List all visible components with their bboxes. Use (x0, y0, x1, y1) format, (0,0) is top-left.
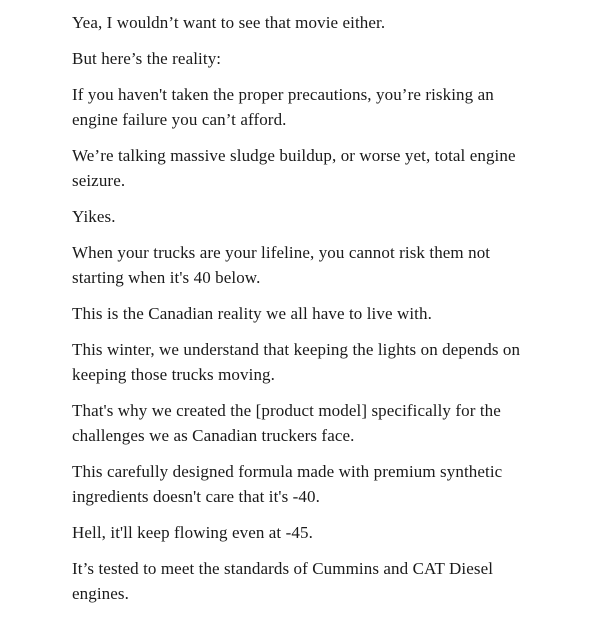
text-line: Hell, it'll keep flowing even at -45. (72, 523, 313, 542)
document-text (72, 10, 594, 606)
paragraph (72, 520, 594, 545)
text-line: keeping those trucks moving. (72, 365, 275, 384)
paragraph (72, 204, 594, 229)
text-line: seizure. (72, 171, 126, 190)
text-line: But here’s the reality: (72, 49, 222, 68)
paragraph (72, 301, 594, 326)
paragraph (72, 46, 594, 71)
paragraph (72, 337, 594, 387)
text-line: This carefully designed formula made with premium synthetic (72, 462, 503, 481)
text-line: If you haven't taken the proper precautions, you’re risking an (72, 85, 494, 104)
text-line: engine failure you can’t afford. (72, 110, 287, 129)
paragraph (72, 459, 594, 509)
text-line: When your trucks are your lifeline, you cannot risk them not (72, 243, 491, 262)
paragraph (72, 10, 594, 35)
paragraph (72, 143, 594, 193)
paragraph (72, 398, 594, 448)
paragraph (72, 240, 594, 290)
text-line: engines. (72, 584, 129, 603)
text-line: That's why we created the [product model] specifically for the (72, 401, 501, 420)
text-line: starting when it's 40 below. (72, 268, 261, 287)
text-line: This is the Canadian reality we all have to live with. (72, 304, 432, 323)
text-line: We’re talking massive sludge buildup, or worse yet, total engine (72, 146, 516, 165)
paragraph (72, 556, 594, 606)
text-line: This winter, we understand that keeping the lights on depends on (72, 340, 521, 359)
text-line: Yea, I wouldn’t want to see that movie either. (72, 13, 386, 32)
paragraph (72, 82, 594, 132)
text-line: It’s tested to meet the standards of Cummins and CAT Diesel (72, 559, 494, 578)
text-line: challenges we as Canadian truckers face. (72, 426, 355, 445)
text-line: ingredients doesn't care that it's -40. (72, 487, 320, 506)
text-line: Yikes. (72, 207, 116, 226)
